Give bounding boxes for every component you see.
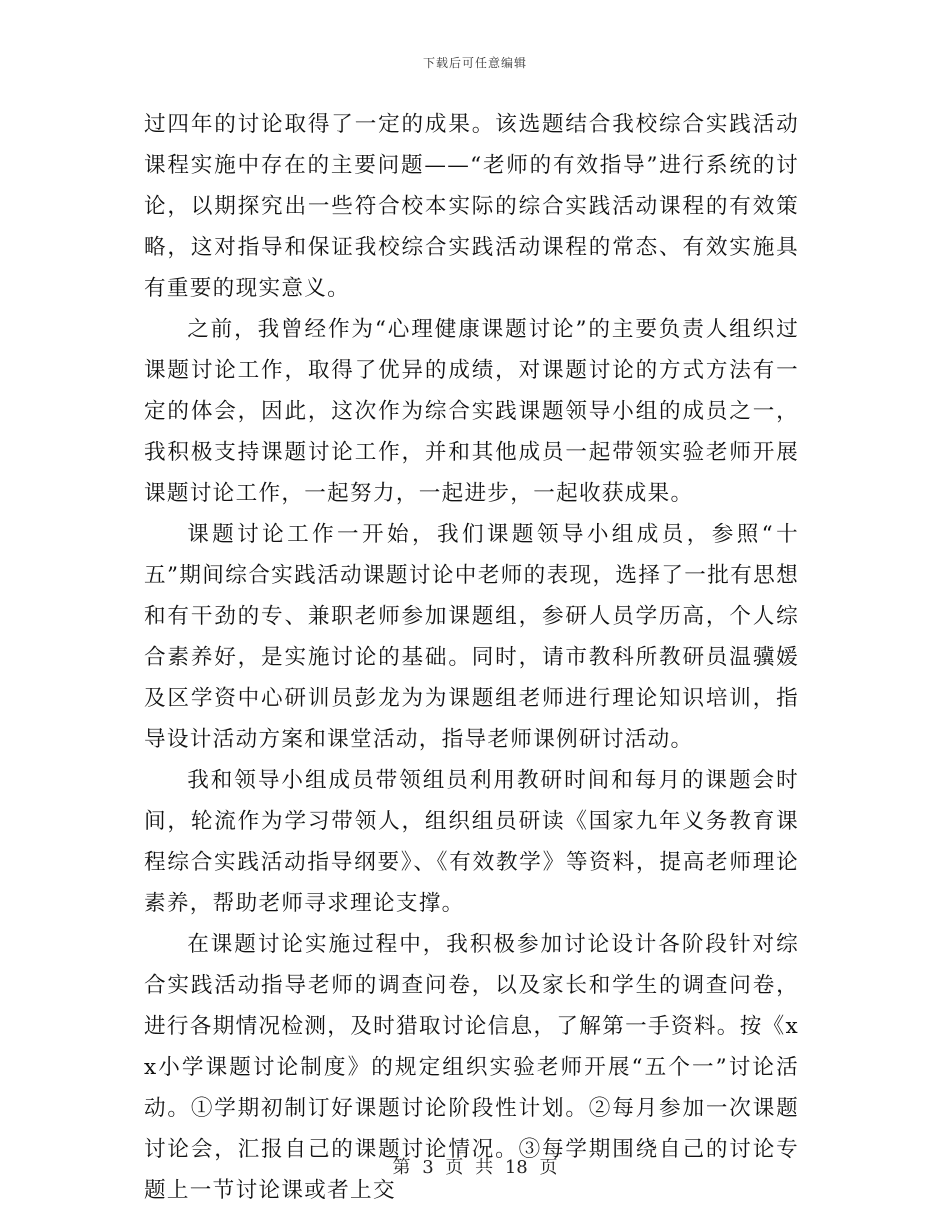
paragraph-2: 之前，我曾经作为“心理健康课题讨论”的主要负责人组织过课题讨论工作，取得了优异的成绩，对课题讨论的方式方法有一定的体会，因此，这次作为综合实践课题领导小组的成员之一，我积极支持课题讨论工作，并和其他成员一起带领实验老师开展课题讨论工作，一起努力，一起进步，一起收获成果。 (144, 317, 799, 506)
paragraph-5: 在课题讨论实施过程中，我积极参加讨论设计各阶段针对综合实践活动指导老师的调查问卷，以及家长和学生的调查问卷，进行各期情况检测，及时猎取讨论信息，了解第一手资料。按《xx小学课题讨论制度》的规定组织实验老师开展“五个一”讨论活动。①学期初制订好课题讨论阶段性计划。②每月参加一次课题讨论会，汇报自己的课题讨论情况。③每学期围绕自己的讨论专题上一节讨论课或者上交 (144, 932, 799, 1203)
paragraph-1: 过四年的讨论取得了一定的成果。该选题结合我校综合实践活动课程实施中存在的主要问题——“老师的有效指导”进行系统的讨论，以期探究出一些符合校本实际的综合实践活动课程的有效策略，这对指导和保证我校综合实践活动课程的常态、有效实施具有重要的现实意义。 (144, 112, 799, 301)
paragraph-3: 课题讨论工作一开始，我们课题领导小组成员，参照“十五”期间综合实践活动课题讨论中老师的表现，选择了一批有思想和有干劲的专、兼职老师参加课题组，参研人员学历高，个人综合素养好，是实施讨论的基础。同时，请市教科所教研员温骥媛及区学资中心研训员彭龙为为课题组老师进行理论知识培训，指导设计活动方案和课堂活动，指导老师课例研讨活动。 (144, 522, 799, 752)
page-footer: 第 3 页 共 18 页 (392, 1157, 558, 1178)
document-body (144, 104, 799, 1211)
paragraph-4: 我和领导小组成员带领组员利用教研时间和每月的课题会时间，轮流作为学习带领人，组织组员研读《国家九年义务教育课程综合实践活动指导纲要》、《有效教学》等资料，提高老师理论素养，帮助老师寻求理论支撑。 (144, 768, 799, 916)
page-header: 下载后可任意编辑 (422, 56, 527, 70)
